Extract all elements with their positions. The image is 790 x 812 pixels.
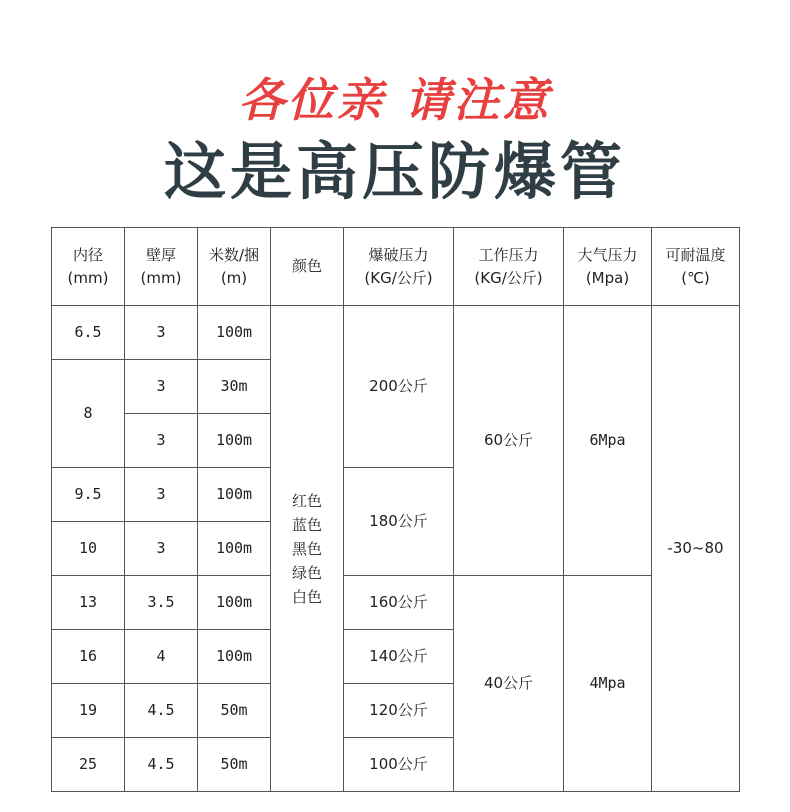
color-green: 绿色 — [291, 563, 322, 582]
cell-wall-thickness: 3.5 — [125, 576, 198, 630]
cell-wall-thickness: 4.5 — [125, 738, 198, 792]
header-row — [52, 228, 740, 306]
color-red: 红色 — [291, 491, 322, 510]
cell-temperature: -30~80 — [652, 306, 740, 792]
cell-inner-diameter: 10 — [52, 522, 125, 576]
col-header-inner-diameter: 内径 (mm) — [52, 228, 125, 306]
color-black: 黑色 — [291, 539, 322, 558]
cell-wall-thickness: 3 — [125, 360, 198, 414]
cell-length: 50m — [198, 684, 271, 738]
cell-length: 100m — [198, 522, 271, 576]
cell-length: 100m — [198, 306, 271, 360]
cell-atm-pressure: 6Mpa — [564, 306, 652, 576]
table-row — [52, 576, 740, 630]
cell-inner-diameter: 25 — [52, 738, 125, 792]
cell-inner-diameter: 19 — [52, 684, 125, 738]
headline-attention: 各位亲 请注意 — [238, 73, 552, 127]
spec-table — [51, 227, 740, 792]
col-header-work-pressure: 工作压力 (KG/公斤) — [454, 228, 564, 306]
cell-colors — [271, 306, 344, 792]
cell-length: 100m — [198, 630, 271, 684]
cell-length: 100m — [198, 414, 271, 468]
cell-burst-pressure: 140公斤 — [344, 630, 454, 684]
col-header-temperature: 可耐温度 (℃) — [652, 228, 740, 306]
color-blue: 蓝色 — [291, 515, 322, 534]
cell-burst-pressure: 200公斤 — [344, 306, 454, 468]
cell-inner-diameter: 16 — [52, 630, 125, 684]
cell-length: 50m — [198, 738, 271, 792]
cell-inner-diameter: 6.5 — [52, 306, 125, 360]
cell-work-pressure: 40公斤 — [454, 576, 564, 792]
cell-wall-thickness: 3 — [125, 306, 198, 360]
col-header-wall-thickness: 壁厚 (mm) — [125, 228, 198, 306]
color-white: 白色 — [291, 587, 322, 606]
cell-burst-pressure: 120公斤 — [344, 684, 454, 738]
cell-burst-pressure: 160公斤 — [344, 576, 454, 630]
cell-burst-pressure: 100公斤 — [344, 738, 454, 792]
col-header-atm-pressure: 大气压力 (Mpa) — [564, 228, 652, 306]
table-row — [52, 306, 740, 360]
cell-atm-pressure: 4Mpa — [564, 576, 652, 792]
headline-product: 这是高压防爆管 — [163, 135, 626, 208]
col-header-length: 米数/捆 (m) — [198, 228, 271, 306]
cell-wall-thickness: 3 — [125, 414, 198, 468]
cell-wall-thickness: 4.5 — [125, 684, 198, 738]
cell-burst-pressure: 180公斤 — [344, 468, 454, 576]
cell-length: 100m — [198, 576, 271, 630]
cell-wall-thickness: 3 — [125, 468, 198, 522]
cell-work-pressure: 60公斤 — [454, 306, 564, 576]
col-header-burst-pressure: 爆破压力 (KG/公斤) — [344, 228, 454, 306]
cell-inner-diameter: 8 — [52, 360, 125, 468]
cell-length: 30m — [198, 360, 271, 414]
cell-wall-thickness: 3 — [125, 522, 198, 576]
cell-length: 100m — [198, 468, 271, 522]
col-header-color: 颜色 — [271, 228, 344, 306]
cell-inner-diameter: 13 — [52, 576, 125, 630]
cell-inner-diameter: 9.5 — [52, 468, 125, 522]
cell-wall-thickness: 4 — [125, 630, 198, 684]
